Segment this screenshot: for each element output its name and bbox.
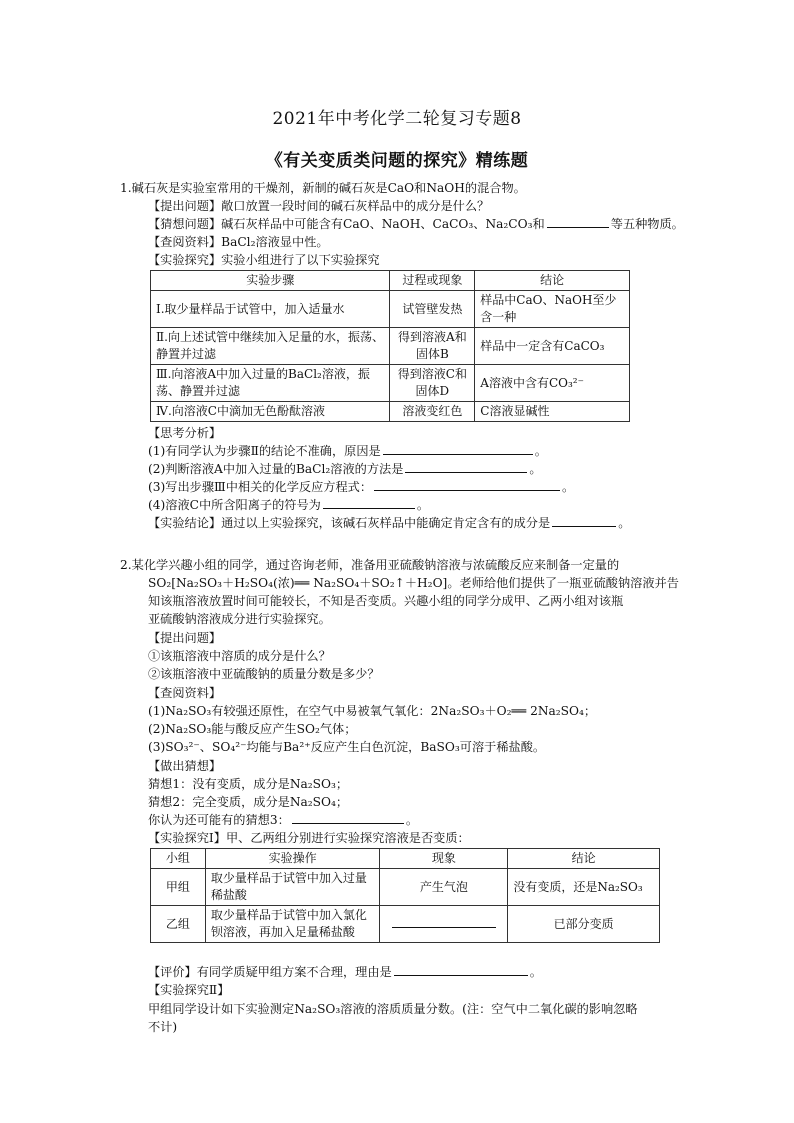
q1-table-cell: A溶液中含有CO₃²⁻	[475, 365, 630, 402]
q1-subq-3-period: 。	[562, 480, 575, 494]
q2-guess: 【做出猜想】	[148, 759, 222, 773]
q1-table-cell: Ⅲ.向溶液A中加入过量的BaCl₂溶液，振荡、静置并过滤	[151, 365, 390, 402]
q1-think: 【思考分析】	[148, 426, 222, 440]
q1-table-cell: Ⅰ.取少量样品于试管中，加入适量水	[151, 291, 390, 328]
q2-last-line-1: 甲组同学设计如下实验测定Na₂SO₃溶液的溶质质量分数。(注：空气中二氧化碳的影响忽略	[148, 1002, 638, 1016]
q2-lookup: 【查阅资料】	[148, 686, 222, 700]
q1-conclusion-text: 【实验结论】通过以上实验探究，该碱石灰样品中能确定肯定含有的成分是	[148, 516, 551, 530]
q2-explore-1: 【实验探究Ⅰ】甲、乙两组分别进行实验探究溶液是否变质：	[148, 831, 470, 845]
q2-table-cell: 甲组	[151, 869, 206, 906]
q2-table-cell	[380, 906, 508, 943]
q1-conclusion-period: 。	[618, 516, 631, 530]
q1-subq-2-blank[interactable]	[405, 460, 527, 473]
q1-table-header-2: 结论	[475, 271, 630, 291]
q1-subq-1-text: (1)有同学认为步骤Ⅱ的结论不准确，原因是	[148, 444, 381, 458]
q1-guess-blank[interactable]	[547, 215, 609, 228]
document-title: 2021年中考化学二轮复习专题8	[272, 109, 522, 129]
q2-lookup-1: (1)Na₂SO₃有较强还原性，在空气中易被氧气氧化：2Na₂SO₃＋O₂══ 2Na₂SO₄；	[148, 704, 597, 718]
q1-subq-4-blank[interactable]	[323, 496, 415, 509]
q1-table-cell: 溶液变红色	[390, 402, 475, 422]
q1-subq-4-period: 。	[416, 498, 430, 512]
q1-table-cell: 试管壁发热	[390, 291, 475, 328]
q2-question: 【提出问题】	[148, 631, 222, 645]
q2-evaluate-blank[interactable]	[394, 963, 528, 976]
q1-lookup: 【查阅资料】BaCl₂溶液显中性。	[148, 235, 329, 249]
q2-lookup-2: (2)Na₂SO₃能与酸反应产生SO₂气体；	[148, 722, 357, 736]
q2-explore-2: 【实验探究Ⅱ】	[148, 983, 230, 997]
q1-table-header-1: 过程或现象	[390, 271, 475, 291]
q1-subq-3-text: (3)写出步骤Ⅲ中相关的化学反应方程式：	[148, 480, 373, 494]
q2-table-answer-blank[interactable]	[392, 915, 496, 928]
q1-table-cell: 样品中一定含有CaCO₃	[475, 328, 630, 365]
q1-explore: 【实验探究】实验小组进行了以下实验探究	[148, 253, 380, 267]
q1-subq-4-text: (4)溶液C中所含阳离子的符号为	[148, 498, 321, 512]
q1-table-row	[151, 291, 630, 328]
q1-guess-suffix: 等五种物质。	[610, 217, 684, 231]
q2-guess-3-period: 。	[405, 813, 419, 827]
q1-table-cell: 得到溶液A和固体B	[390, 328, 475, 365]
q1-guess	[148, 215, 684, 233]
q2-table-header-1: 实验操作	[205, 849, 379, 869]
q1-subq-2	[148, 460, 542, 478]
q2-guess-3-blank[interactable]	[292, 811, 404, 824]
q2-table-row	[151, 906, 660, 943]
q1-table-cell: 样品中CaO、NaOH至少含一种	[475, 291, 630, 328]
q1-subq-3	[148, 478, 574, 496]
q2-intro-line-3: 知该瓶溶液放置时间可能较长，不知是否变质。兴趣小组的同学分成甲、乙两小组对该瓶	[148, 594, 624, 608]
q1-conclusion-blank[interactable]	[552, 514, 616, 527]
q2-evaluate-text: 【评价】有同学质疑甲组方案不合理，理由是	[148, 965, 392, 979]
q1-guess-text: 【猜想问题】碱石灰样品中可能含有CaO、NaOH、CaCO₃、Na₂CO₃和	[148, 217, 545, 231]
q1-table-cell: 得到溶液C和固体D	[390, 365, 475, 402]
q1-experiment-table	[150, 270, 630, 422]
q2-evaluate-period: 。	[529, 965, 542, 979]
q2-guess-3-text: 你认为还可能有的猜想3：	[148, 813, 290, 827]
q2-table-cell: 已部分变质	[508, 906, 660, 943]
q1-subq-4	[148, 496, 429, 514]
q2-guess-3	[148, 811, 418, 829]
q1-table-row	[151, 365, 630, 402]
q1-table-cell: C溶液显碱性	[475, 402, 630, 422]
q1-subq-1-period: 。	[534, 444, 547, 458]
q2-table-row	[151, 869, 660, 906]
q2-question-2: ②该瓶溶液中亚硫酸钠的质量分数是多少？	[148, 667, 380, 681]
q2-intro-line-1: 2.某化学兴趣小组的同学，通过咨询老师，准备用亚硫酸钠溶液与浓硫酸反应来制备一定量的	[120, 558, 620, 572]
q1-table-cell: Ⅱ.向上述试管中继续加入足量的水，振荡、静置并过滤	[151, 328, 390, 365]
q2-guess-1: 猜想1：没有变质，成分是Na₂SO₃；	[148, 777, 349, 791]
q2-table-header-2: 现象	[380, 849, 508, 869]
q2-intro-line-4: 亚硫酸钠溶液成分进行实验探究。	[148, 612, 331, 626]
q2-intro-line-2: SO₂[Na₂SO₃＋H₂SO₄(浓)══ Na₂SO₄＋SO₂↑＋H₂O]。老师给他们提供了一瓶亚硫酸钠溶液并告	[148, 576, 679, 590]
q2-table-cell: 取少量样品于试管中加入过量稀盐酸	[205, 869, 379, 906]
q2-table-cell: 乙组	[151, 906, 206, 943]
q1-table-row	[151, 402, 630, 422]
q2-lookup-3: (3)SO₃²⁻、SO₄²⁻均能与Ba²⁺反应产生白色沉淀，BaSO₃可溶于稀盐酸。	[148, 740, 546, 754]
q2-table-header-3: 结论	[508, 849, 660, 869]
q2-table-header-0: 小组	[151, 849, 206, 869]
q2-guess-2: 猜想2：完全变质，成分是Na₂SO₄；	[148, 795, 349, 809]
q1-question: 【提出问题】敞口放置一段时间的碱石灰样品中的成分是什么？	[148, 199, 490, 213]
q1-table-row	[151, 328, 630, 365]
q2-table-cell: 产生气泡	[380, 869, 508, 906]
q1-subq-3-blank[interactable]	[374, 478, 560, 491]
q1-subq-2-period: 。	[529, 462, 542, 476]
q1-subq-1-blank[interactable]	[383, 442, 533, 455]
q2-experiment-table	[150, 848, 660, 943]
q2-table-cell: 取少量样品于试管中加入氯化钡溶液，再加入足量稀盐酸	[205, 906, 379, 943]
q1-conclusion	[148, 514, 630, 532]
q1-subq-1	[148, 442, 547, 460]
q1-subq-2-text: (2)判断溶液A中加入过量的BaCl₂溶液的方法是	[148, 462, 404, 476]
q1-intro: 1.碱石灰是实验室常用的干燥剂，新制的碱石灰是CaO和NaOH的混合物。	[120, 181, 526, 195]
q1-table-header-0: 实验步骤	[151, 271, 390, 291]
q2-last-line-2: 不计)	[148, 1020, 178, 1034]
q2-question-1: ①该瓶溶液中溶质的成分是什么？	[148, 649, 331, 663]
q1-table-cell: Ⅳ.向溶液C中滴加无色酚酞溶液	[151, 402, 390, 422]
q2-table-cell: 没有变质，还是Na₂SO₃	[508, 869, 660, 906]
document-subtitle: 《有关变质类问题的探究》精练题	[265, 151, 529, 171]
q2-evaluate	[148, 963, 542, 981]
